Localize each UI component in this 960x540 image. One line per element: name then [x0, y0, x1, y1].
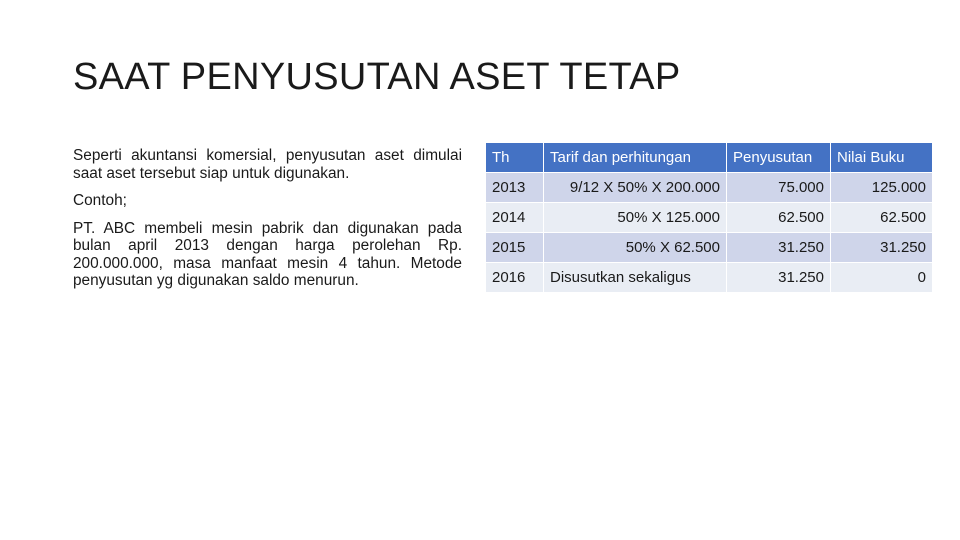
example-paragraph: PT. ABC membeli mesin pabrik dan digunakan pada bulan april 2013 dengan harga perolehan Rp. 200.000.000, masa manfaat mesin 4 tahun. Metode penyusutan yg digunakan saldo menurun.	[73, 219, 462, 289]
cell-year: 2014	[486, 203, 544, 233]
cell-calculation: 50% X 62.500	[544, 233, 727, 263]
example-label: Contoh;	[73, 192, 127, 209]
slide-title: SAAT PENYUSUTAN ASET TETAP	[73, 56, 681, 98]
header-book-value: Nilai Buku	[831, 143, 933, 173]
cell-book-value: 31.250	[831, 233, 933, 263]
table-row	[486, 173, 933, 203]
cell-book-value: 125.000	[831, 173, 933, 203]
cell-depreciation: 31.250	[727, 263, 831, 293]
cell-depreciation: 75.000	[727, 173, 831, 203]
header-depreciation: Penyusutan	[727, 143, 831, 173]
cell-book-value: 62.500	[831, 203, 933, 233]
cell-calculation: 50% X 125.000	[544, 203, 727, 233]
table-row	[486, 203, 933, 233]
cell-calculation: Disusutkan sekaligus	[544, 263, 727, 293]
depreciation-table	[486, 143, 933, 293]
intro-paragraph: Seperti akuntansi komersial, penyusutan aset dimulai saat aset tersebut siap untuk digunakan.	[73, 147, 462, 182]
cell-depreciation: 62.500	[727, 203, 831, 233]
table-row	[486, 233, 933, 263]
header-rate-calculation: Tarif dan perhitungan	[544, 143, 727, 173]
cell-calculation: 9/12 X 50% X 200.000	[544, 173, 727, 203]
cell-year: 2013	[486, 173, 544, 203]
table-header-row	[486, 143, 933, 173]
cell-year: 2015	[486, 233, 544, 263]
body-text	[73, 147, 462, 300]
cell-year: 2016	[486, 263, 544, 293]
cell-depreciation: 31.250	[727, 233, 831, 263]
table-row	[486, 263, 933, 293]
cell-book-value: 0	[831, 263, 933, 293]
header-year: Th	[486, 143, 544, 173]
